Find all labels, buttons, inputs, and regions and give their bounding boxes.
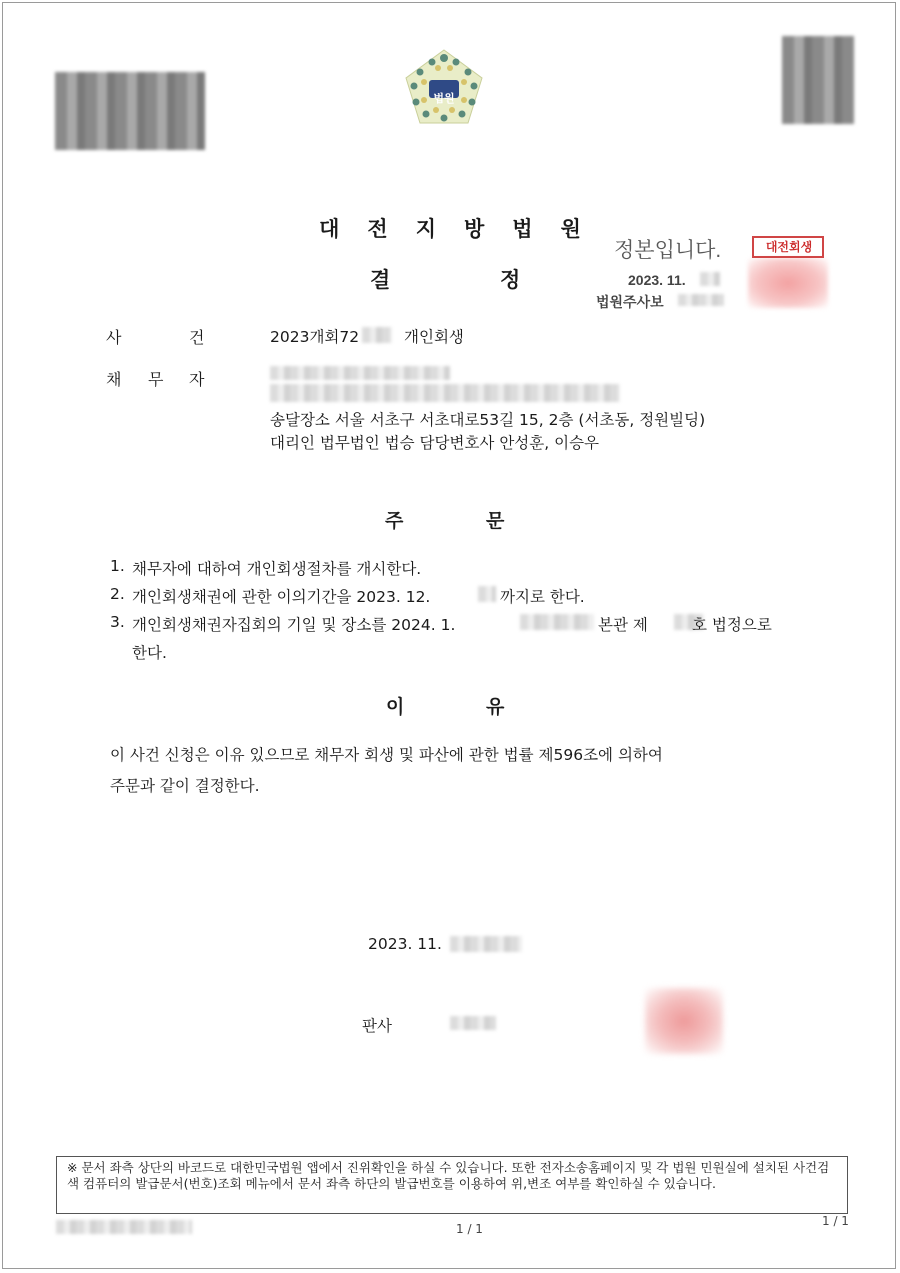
order-title-char-1: 주	[385, 510, 404, 532]
order-item-3-continuation: 한다.	[132, 644, 167, 662]
reason-title-char-2: 유	[486, 696, 505, 718]
emblem-label: 법원	[433, 92, 455, 105]
doc-type-first: 결	[370, 268, 391, 292]
debtor-service-address: 송달장소 서울 서초구 서초대로53길 15, 2층 (서초동, 정원빌딩)	[270, 411, 706, 429]
debtor-label-char-3: 자	[189, 370, 205, 389]
page-number-inner: 1 / 1	[456, 1222, 483, 1236]
certification-date-redacted	[700, 272, 720, 286]
debtor-address-redacted	[270, 384, 620, 402]
barcode-top-left	[55, 72, 205, 150]
reason-title-char-1: 이	[386, 696, 405, 718]
order-item-2-text-after: 까지로 한다.	[500, 588, 585, 606]
seal-top-label: 대전회생	[765, 240, 813, 254]
certification-clerk: 법원주사보	[596, 294, 664, 310]
objection-deadline-redacted	[478, 586, 496, 602]
page-number-outer: 1 / 1	[822, 1214, 849, 1228]
debtor-name-redacted	[270, 366, 450, 380]
order-item-3-text-before: 개인회생채권자집회의 기일 및 장소를 2024. 1.	[132, 616, 456, 634]
seal-top-blur	[748, 258, 828, 308]
page-border	[2, 2, 896, 1269]
debtor-agent: 대리인 법무법인 법승 담당변호사 안성훈, 이승우	[270, 434, 600, 452]
verification-notice: ※ 문서 좌측 상단의 바코드로 대한민국법원 앱에서 진위확인을 하실 수 있습니다. 또한 전자소송홈페이지 및 각 법원 민원실에 설치된 사건검색 컴퓨터의 발급문서(번호)조회 메뉴에서 문서 좌측 하단의 발급번호를 이용하여 위,변조 여부를 확인하실 수 있습니다.	[56, 1156, 848, 1214]
case-number-redacted	[362, 327, 392, 343]
issue-number-redacted	[56, 1220, 192, 1234]
decision-date-redacted	[450, 936, 522, 952]
reason-line-1: 이 사건 신청은 이유 있으므로 채무자 회생 및 파산에 관한 법률 제596조에 의하여	[110, 746, 663, 764]
order-title-char-2: 문	[486, 510, 505, 532]
order-item-3-text-after: 호 법정으로	[692, 616, 772, 634]
certification-date: 2023. 11.	[628, 272, 686, 288]
judge-label: 판사	[362, 1017, 392, 1035]
case-label-char-1: 사	[106, 328, 122, 347]
order-item-2-num: 2.	[110, 585, 125, 603]
case-label-char-2: 건	[189, 328, 205, 347]
order-item-3-text-mid: 본관 제	[598, 616, 648, 634]
judge-name-redacted	[450, 1016, 496, 1030]
court-name: 대전지방법원	[319, 217, 609, 241]
order-item-2-text-before: 개인회생채권에 관한 이의기간을 2023. 12.	[132, 588, 431, 606]
barcode-top-right	[782, 36, 854, 124]
reason-line-2: 주문과 같이 결정한다.	[110, 777, 260, 795]
order-item-1-text: 채무자에 대하여 개인회생절차를 개시한다.	[132, 560, 422, 578]
order-item-3-num: 3.	[110, 613, 125, 631]
debtor-label-char-2: 무	[148, 370, 164, 389]
court-emblem-icon	[402, 48, 486, 132]
case-name: 개인회생	[404, 328, 464, 346]
meeting-date-redacted	[520, 614, 594, 630]
decision-date: 2023. 11.	[368, 935, 442, 953]
doc-type-second: 정	[500, 268, 521, 292]
order-item-1-num: 1.	[110, 557, 125, 575]
case-number: 2023개회72	[270, 328, 360, 346]
debtor-label-char-1: 채	[106, 370, 122, 389]
certification-clerk-redacted	[678, 294, 724, 306]
judge-seal	[645, 988, 723, 1054]
certification-text: 정본입니다.	[614, 239, 722, 262]
